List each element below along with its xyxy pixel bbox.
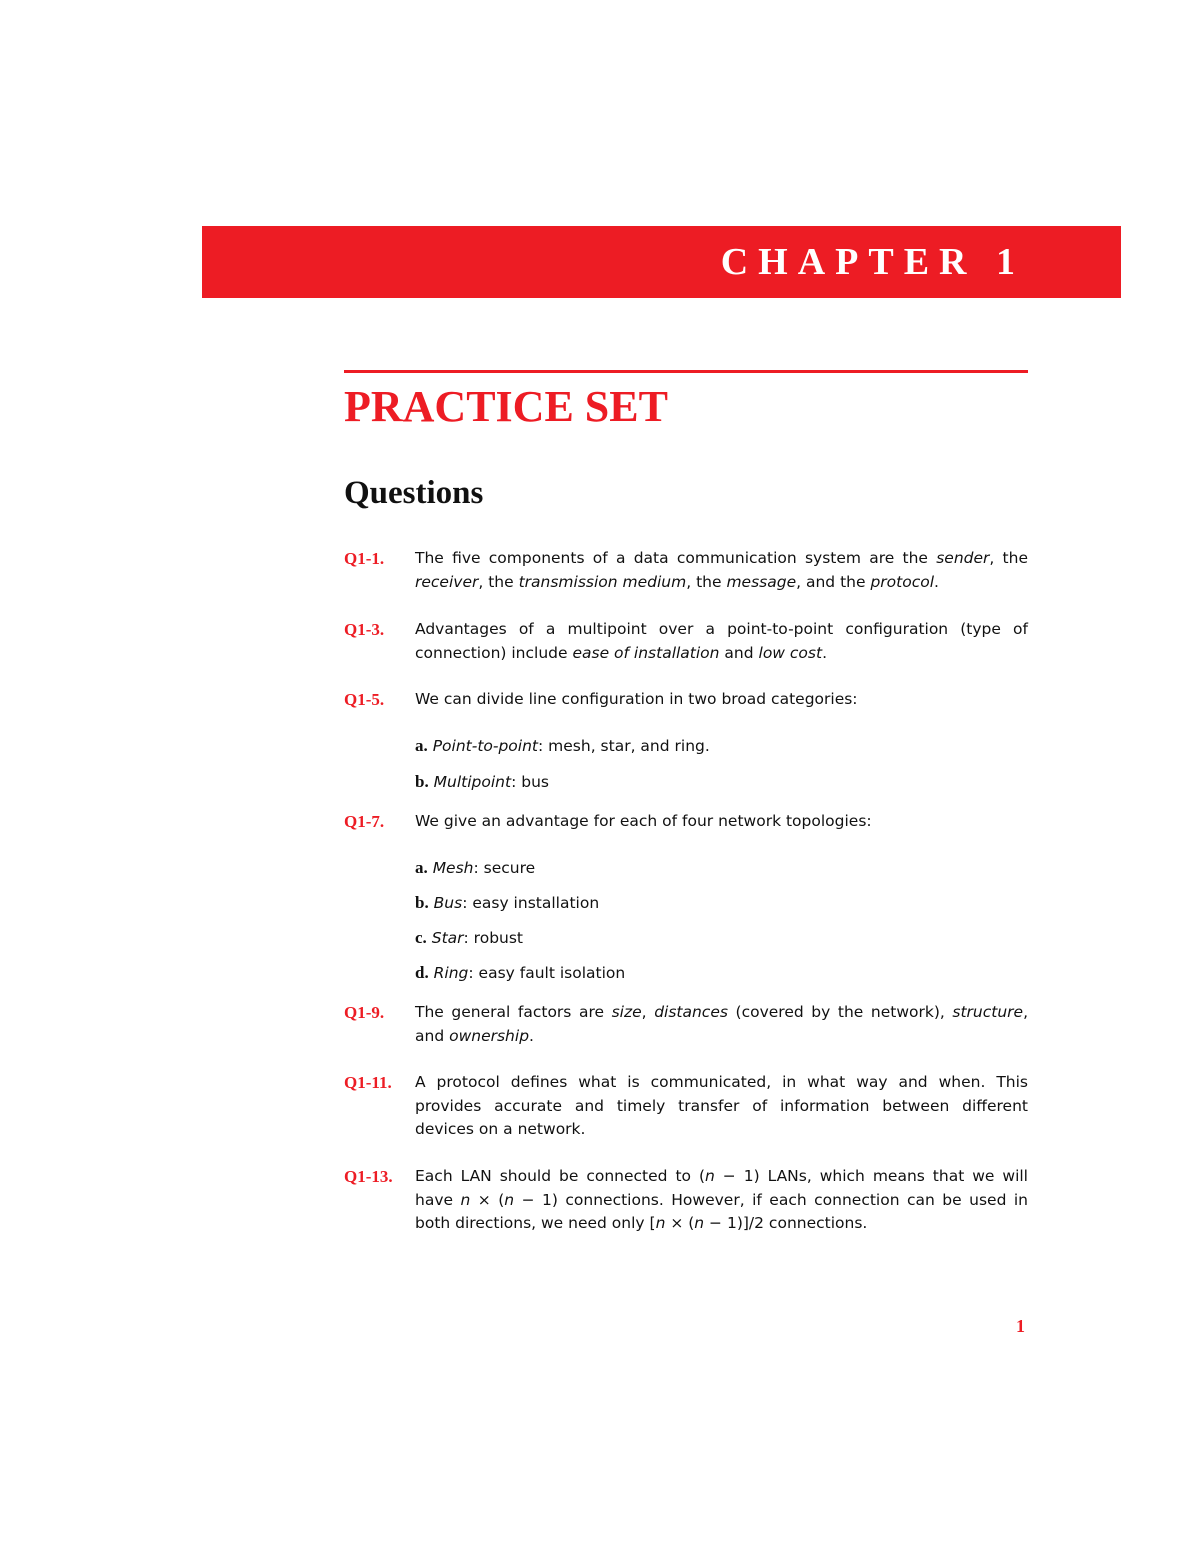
page-title: PRACTICE SET — [344, 382, 668, 431]
question-label: Q1-9. — [344, 1003, 385, 1022]
page-number: 1 — [1016, 1316, 1025, 1336]
question-text: A protocol defines what is communicated, in what way and when. This provides accurate and timely transfer of information between different devices on a network. — [415, 1073, 1028, 1138]
list-item: a. Mesh: secure — [415, 858, 536, 877]
question-text: The general factors are size, distances (covered by the network), structure, and ownership. — [415, 1003, 1029, 1045]
question-text: Each LAN should be connected to (n − 1) LANs, which means that we will have n × (n − 1) connections. However, if each connection can be used in both directions, we need only [n × (n − 1)]/2 connections. — [415, 1167, 1029, 1232]
question-q1-3 — [344, 618, 1028, 665]
question-text: We can divide line configuration in two broad categories: — [415, 690, 858, 708]
question-q1-13 — [344, 1165, 1028, 1236]
question-q1-1 — [344, 547, 1028, 594]
chapter-title: CHAPTER 1 — [720, 241, 1025, 283]
question-text: We give an advantage for each of four network topologies: — [415, 812, 872, 830]
question-q1-9 — [344, 1001, 1028, 1048]
question-label: Q1-7. — [344, 812, 385, 831]
question-label: Q1-13. — [344, 1167, 393, 1186]
section-title: Questions — [344, 475, 484, 511]
question-label: Q1-3. — [344, 620, 385, 639]
question-q1-11 — [344, 1071, 1028, 1142]
list-item: a. Point-to-point: mesh, star, and ring. — [415, 736, 710, 755]
chapter-banner — [202, 226, 1121, 298]
question-q1-7 — [344, 810, 1028, 834]
list-item: d. Ring: easy fault isolation — [415, 963, 626, 982]
question-label: Q1-5. — [344, 690, 385, 709]
title-rule — [344, 370, 1028, 373]
question-text: The five components of a data communication system are the sender, the receiver, the transmission medium, the message, and the protocol. — [415, 549, 1028, 591]
question-text: Advantages of a multipoint over a point-to-point configuration (type of connection) include ease of installation and low cost. — [415, 620, 1028, 662]
list-item: c. Star: robust — [415, 928, 524, 947]
list-item: b. Bus: easy installation — [415, 893, 600, 912]
question-q1-5 — [344, 688, 1028, 712]
question-label: Q1-11. — [344, 1073, 392, 1092]
question-label: Q1-1. — [344, 549, 385, 568]
list-item: b. Multipoint: bus — [415, 772, 549, 791]
